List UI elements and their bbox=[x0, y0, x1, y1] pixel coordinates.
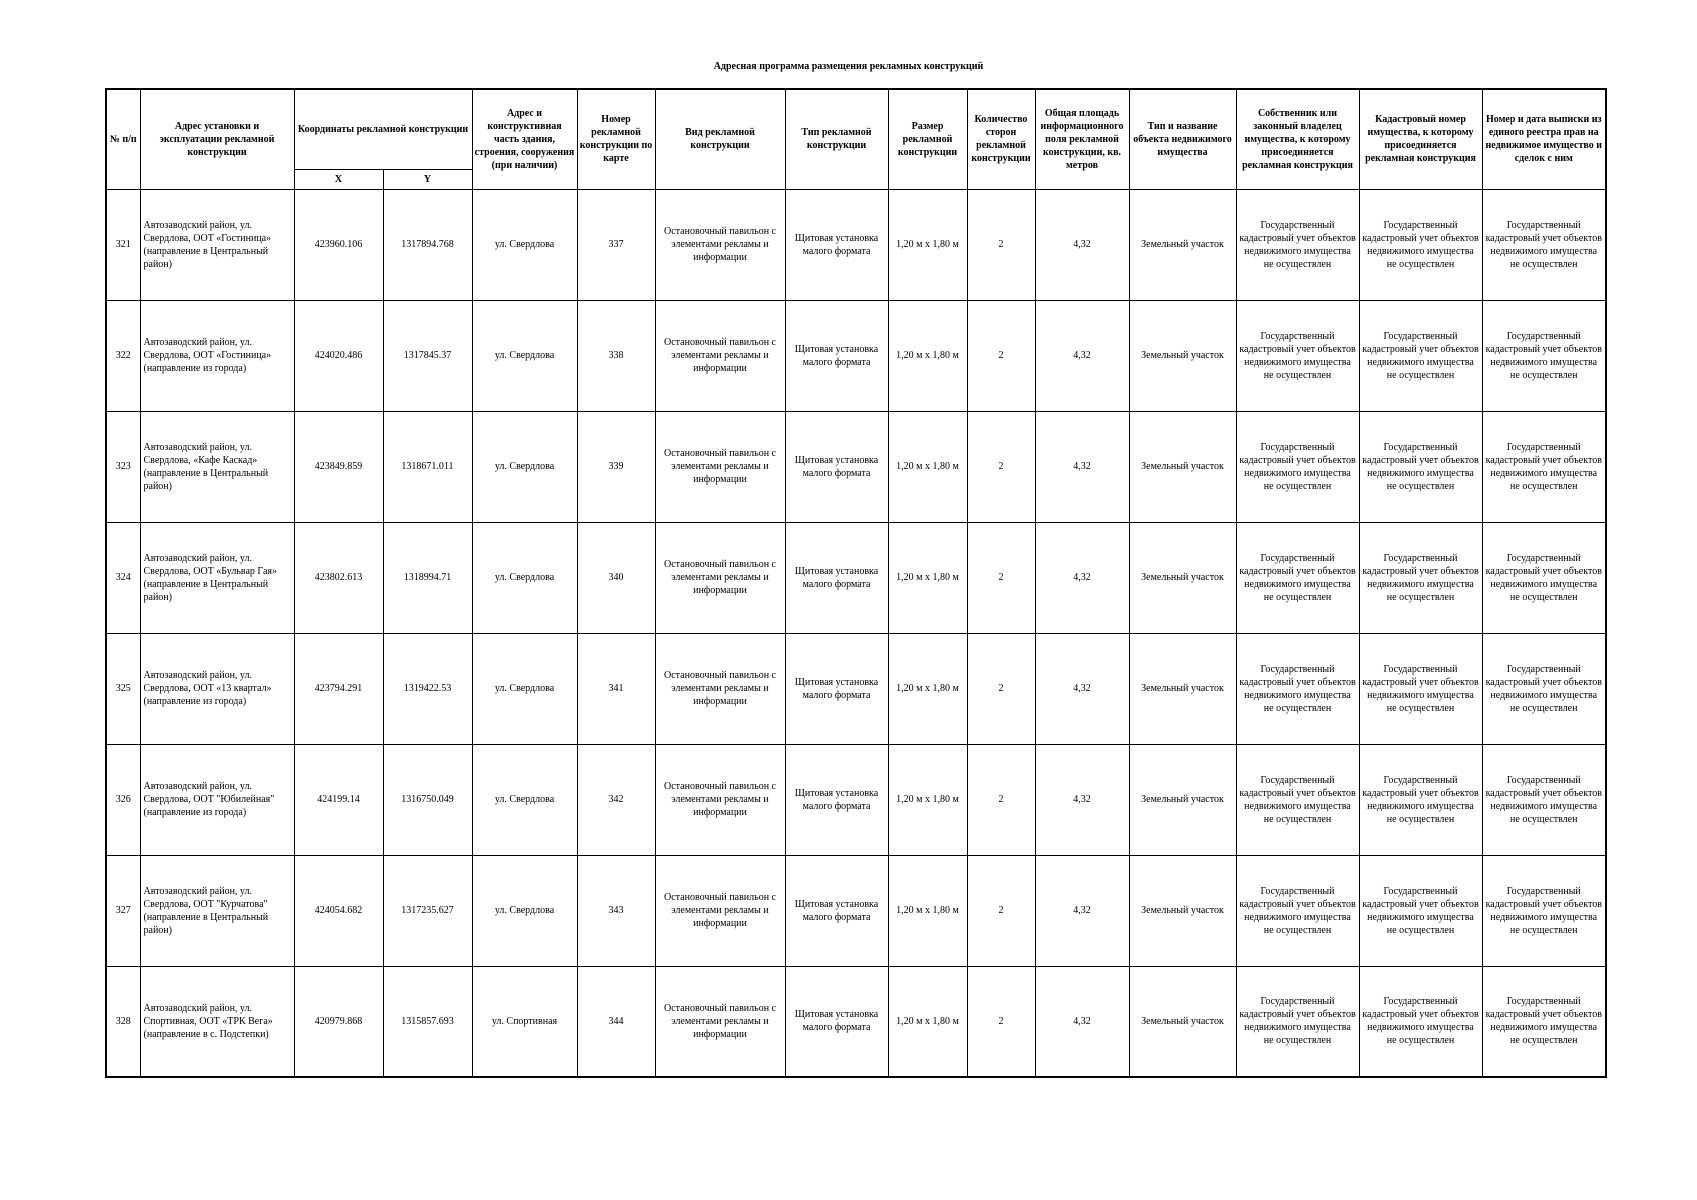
cell-address: Автозаводский район, ул. Свердлова, ООТ «Гостиница» (направление из города) bbox=[140, 300, 294, 411]
cell-sides: 2 bbox=[967, 633, 1035, 744]
table-row bbox=[106, 300, 1606, 411]
cell-object: Земельный участок bbox=[1129, 411, 1236, 522]
cell-area: 4,32 bbox=[1035, 855, 1129, 966]
cell-building: ул. Свердлова bbox=[472, 855, 577, 966]
cell-registry: Государственный кадастровый учет объектов недвижимого имущества не осуществлен bbox=[1482, 300, 1606, 411]
header-map-number: Номер рекламной конструкции по карте bbox=[577, 89, 655, 189]
cell-registry: Государственный кадастровый учет объектов недвижимого имущества не осуществлен bbox=[1482, 633, 1606, 744]
cell-sides: 2 bbox=[967, 411, 1035, 522]
cell-kind: Остановочный павильон с элементами рекламы и информации bbox=[655, 633, 785, 744]
cell-registry: Государственный кадастровый учет объектов недвижимого имущества не осуществлен bbox=[1482, 966, 1606, 1077]
cell-owner: Государственный кадастровый учет объектов недвижимого имущества не осуществлен bbox=[1236, 189, 1359, 300]
cell-x: 423794.291 bbox=[294, 633, 383, 744]
cell-address: Автозаводский район, ул. Свердлова, ООТ "Юбилейная" (направление из города) bbox=[140, 744, 294, 855]
cell-y: 1316750.049 bbox=[383, 744, 472, 855]
cell-owner: Государственный кадастровый учет объектов недвижимого имущества не осуществлен bbox=[1236, 300, 1359, 411]
cell-building: ул. Свердлова bbox=[472, 411, 577, 522]
cell-building: ул. Свердлова bbox=[472, 633, 577, 744]
cell-y: 1319422.53 bbox=[383, 633, 472, 744]
cell-area: 4,32 bbox=[1035, 966, 1129, 1077]
header-registry: Номер и дата выписки из единого реестра прав на недвижимое имущество и сделок с ним bbox=[1482, 89, 1606, 189]
header-cadastral: Кадастровый номер имущества, к которому присоединяется рекламная конструкция bbox=[1359, 89, 1482, 189]
cell-map-number: 337 bbox=[577, 189, 655, 300]
cell-num: 327 bbox=[106, 855, 140, 966]
register-table bbox=[105, 88, 1607, 1078]
header-x: X bbox=[294, 169, 383, 189]
cell-registry: Государственный кадастровый учет объектов недвижимого имущества не осуществлен bbox=[1482, 411, 1606, 522]
cell-object: Земельный участок bbox=[1129, 633, 1236, 744]
header-area: Общая площадь информационного поля рекламной конструкции, кв. метров bbox=[1035, 89, 1129, 189]
cell-num: 326 bbox=[106, 744, 140, 855]
page-title: Адресная программа размещения рекламных конструкций bbox=[713, 61, 984, 72]
header-coords: Координаты рекламной конструкции bbox=[294, 89, 472, 169]
cell-building: ул. Свердлова bbox=[472, 522, 577, 633]
cell-building: ул. Свердлова bbox=[472, 744, 577, 855]
header-owner: Собственник или законный владелец имущества, к которому присоединяется рекламная конструкция bbox=[1236, 89, 1359, 189]
cell-x: 423960.106 bbox=[294, 189, 383, 300]
cell-size: 1,20 м х 1,80 м bbox=[888, 744, 967, 855]
cell-num: 321 bbox=[106, 189, 140, 300]
cell-sides: 2 bbox=[967, 189, 1035, 300]
cell-object: Земельный участок bbox=[1129, 189, 1236, 300]
cell-object: Земельный участок bbox=[1129, 300, 1236, 411]
cell-size: 1,20 м х 1,80 м bbox=[888, 633, 967, 744]
cell-cadastral: Государственный кадастровый учет объектов недвижимого имущества не осуществлен bbox=[1359, 855, 1482, 966]
cell-registry: Государственный кадастровый учет объектов недвижимого имущества не осуществлен bbox=[1482, 855, 1606, 966]
cell-size: 1,20 м х 1,80 м bbox=[888, 189, 967, 300]
header-size: Размер рекламной конструкции bbox=[888, 89, 967, 189]
cell-num: 328 bbox=[106, 966, 140, 1077]
cell-y: 1317894.768 bbox=[383, 189, 472, 300]
cell-building: ул. Свердлова bbox=[472, 189, 577, 300]
cell-cadastral: Государственный кадастровый учет объектов недвижимого имущества не осуществлен bbox=[1359, 744, 1482, 855]
cell-type: Щитовая установка малого формата bbox=[785, 522, 888, 633]
cell-cadastral: Государственный кадастровый учет объектов недвижимого имущества не осуществлен bbox=[1359, 522, 1482, 633]
header-type: Тип рекламной конструкции bbox=[785, 89, 888, 189]
cell-address: Автозаводский район, ул. Свердлова, ООТ "Курчатова" (направление в Центральный район) bbox=[140, 855, 294, 966]
cell-building: ул. Спортивная bbox=[472, 966, 577, 1077]
cell-num: 322 bbox=[106, 300, 140, 411]
cell-owner: Государственный кадастровый учет объектов недвижимого имущества не осуществлен bbox=[1236, 855, 1359, 966]
cell-y: 1318671.011 bbox=[383, 411, 472, 522]
cell-size: 1,20 м х 1,80 м bbox=[888, 855, 967, 966]
table-row bbox=[106, 855, 1606, 966]
cell-kind: Остановочный павильон с элементами рекламы и информации bbox=[655, 522, 785, 633]
cell-y: 1315857.693 bbox=[383, 966, 472, 1077]
cell-owner: Государственный кадастровый учет объектов недвижимого имущества не осуществлен bbox=[1236, 411, 1359, 522]
cell-x: 420979.868 bbox=[294, 966, 383, 1077]
table-row bbox=[106, 411, 1606, 522]
cell-owner: Государственный кадастровый учет объектов недвижимого имущества не осуществлен bbox=[1236, 744, 1359, 855]
cell-address: Автозаводский район, ул. Свердлова, ООТ «13 квартал» (направление из города) bbox=[140, 633, 294, 744]
cell-type: Щитовая установка малого формата bbox=[785, 966, 888, 1077]
header-sides: Количество сторон рекламной конструкции bbox=[967, 89, 1035, 189]
cell-x: 424020.486 bbox=[294, 300, 383, 411]
cell-x: 424199.14 bbox=[294, 744, 383, 855]
cell-cadastral: Государственный кадастровый учет объектов недвижимого имущества не осуществлен bbox=[1359, 411, 1482, 522]
cell-kind: Остановочный павильон с элементами рекламы и информации bbox=[655, 411, 785, 522]
cell-size: 1,20 м х 1,80 м bbox=[888, 300, 967, 411]
cell-sides: 2 bbox=[967, 855, 1035, 966]
cell-sides: 2 bbox=[967, 966, 1035, 1077]
cell-area: 4,32 bbox=[1035, 189, 1129, 300]
cell-address: Автозаводский район, ул. Свердлова, ООТ «Гостиница» (направление в Центральный район) bbox=[140, 189, 294, 300]
header-y: Y bbox=[383, 169, 472, 189]
cell-owner: Государственный кадастровый учет объектов недвижимого имущества не осуществлен bbox=[1236, 633, 1359, 744]
cell-type: Щитовая установка малого формата bbox=[785, 189, 888, 300]
cell-registry: Государственный кадастровый учет объектов недвижимого имущества не осуществлен bbox=[1482, 189, 1606, 300]
cell-x: 423849.859 bbox=[294, 411, 383, 522]
cell-type: Щитовая установка малого формата bbox=[785, 411, 888, 522]
cell-area: 4,32 bbox=[1035, 411, 1129, 522]
cell-size: 1,20 м х 1,80 м bbox=[888, 411, 967, 522]
cell-num: 323 bbox=[106, 411, 140, 522]
table-row bbox=[106, 744, 1606, 855]
table-row bbox=[106, 633, 1606, 744]
cell-size: 1,20 м х 1,80 м bbox=[888, 966, 967, 1077]
cell-owner: Государственный кадастровый учет объектов недвижимого имущества не осуществлен bbox=[1236, 522, 1359, 633]
table-row bbox=[106, 189, 1606, 300]
cell-owner: Государственный кадастровый учет объектов недвижимого имущества не осуществлен bbox=[1236, 966, 1359, 1077]
cell-object: Земельный участок bbox=[1129, 744, 1236, 855]
cell-registry: Государственный кадастровый учет объектов недвижимого имущества не осуществлен bbox=[1482, 744, 1606, 855]
table-row bbox=[106, 522, 1606, 633]
cell-map-number: 341 bbox=[577, 633, 655, 744]
cell-map-number: 340 bbox=[577, 522, 655, 633]
cell-address: Автозаводский район, ул. Спортивная, ООТ «ТРК Вега» (направление в с. Подстепки) bbox=[140, 966, 294, 1077]
cell-object: Земельный участок bbox=[1129, 522, 1236, 633]
cell-cadastral: Государственный кадастровый учет объектов недвижимого имущества не осуществлен bbox=[1359, 966, 1482, 1077]
cell-type: Щитовая установка малого формата bbox=[785, 300, 888, 411]
cell-map-number: 338 bbox=[577, 300, 655, 411]
cell-type: Щитовая установка малого формата bbox=[785, 855, 888, 966]
cell-y: 1318994.71 bbox=[383, 522, 472, 633]
cell-size: 1,20 м х 1,80 м bbox=[888, 522, 967, 633]
cell-registry: Государственный кадастровый учет объектов недвижимого имущества не осуществлен bbox=[1482, 522, 1606, 633]
cell-map-number: 342 bbox=[577, 744, 655, 855]
cell-sides: 2 bbox=[967, 744, 1035, 855]
cell-kind: Остановочный павильон с элементами рекламы и информации bbox=[655, 189, 785, 300]
table-row bbox=[106, 966, 1606, 1077]
cell-sides: 2 bbox=[967, 300, 1035, 411]
cell-map-number: 339 bbox=[577, 411, 655, 522]
cell-object: Земельный участок bbox=[1129, 966, 1236, 1077]
cell-object: Земельный участок bbox=[1129, 855, 1236, 966]
cell-area: 4,32 bbox=[1035, 744, 1129, 855]
header-kind: Вид рекламной конструкции bbox=[655, 89, 785, 189]
cell-x: 424054.682 bbox=[294, 855, 383, 966]
header-building: Адрес и конструктивная часть здания, строения, сооружения (при наличии) bbox=[472, 89, 577, 189]
cell-cadastral: Государственный кадастровый учет объектов недвижимого имущества не осуществлен bbox=[1359, 300, 1482, 411]
header-object: Тип и название объекта недвижимого имущества bbox=[1129, 89, 1236, 189]
cell-type: Щитовая установка малого формата bbox=[785, 744, 888, 855]
cell-building: ул. Свердлова bbox=[472, 300, 577, 411]
cell-area: 4,32 bbox=[1035, 522, 1129, 633]
header-num: № п/п bbox=[106, 89, 140, 189]
cell-x: 423802.613 bbox=[294, 522, 383, 633]
cell-type: Щитовая установка малого формата bbox=[785, 633, 888, 744]
cell-kind: Остановочный павильон с элементами рекламы и информации bbox=[655, 300, 785, 411]
cell-cadastral: Государственный кадастровый учет объектов недвижимого имущества не осуществлен bbox=[1359, 189, 1482, 300]
cell-area: 4,32 bbox=[1035, 300, 1129, 411]
cell-area: 4,32 bbox=[1035, 633, 1129, 744]
cell-kind: Остановочный павильон с элементами рекламы и информации bbox=[655, 744, 785, 855]
cell-map-number: 343 bbox=[577, 855, 655, 966]
cell-y: 1317235.627 bbox=[383, 855, 472, 966]
cell-kind: Остановочный павильон с элементами рекламы и информации bbox=[655, 855, 785, 966]
cell-address: Автозаводский район, ул. Свердлова, ООТ «Бульвар Гая» (направление в Центральный район) bbox=[140, 522, 294, 633]
cell-map-number: 344 bbox=[577, 966, 655, 1077]
cell-num: 325 bbox=[106, 633, 140, 744]
cell-num: 324 bbox=[106, 522, 140, 633]
cell-sides: 2 bbox=[967, 522, 1035, 633]
cell-y: 1317845.37 bbox=[383, 300, 472, 411]
cell-address: Автозаводский район, ул. Свердлова, «Кафе Каскад» (направление в Центральный район) bbox=[140, 411, 294, 522]
cell-kind: Остановочный павильон с элементами рекламы и информации bbox=[655, 966, 785, 1077]
header-address: Адрес установки и эксплуатации рекламной конструкции bbox=[140, 89, 294, 189]
cell-cadastral: Государственный кадастровый учет объектов недвижимого имущества не осуществлен bbox=[1359, 633, 1482, 744]
header-row bbox=[106, 89, 1606, 169]
